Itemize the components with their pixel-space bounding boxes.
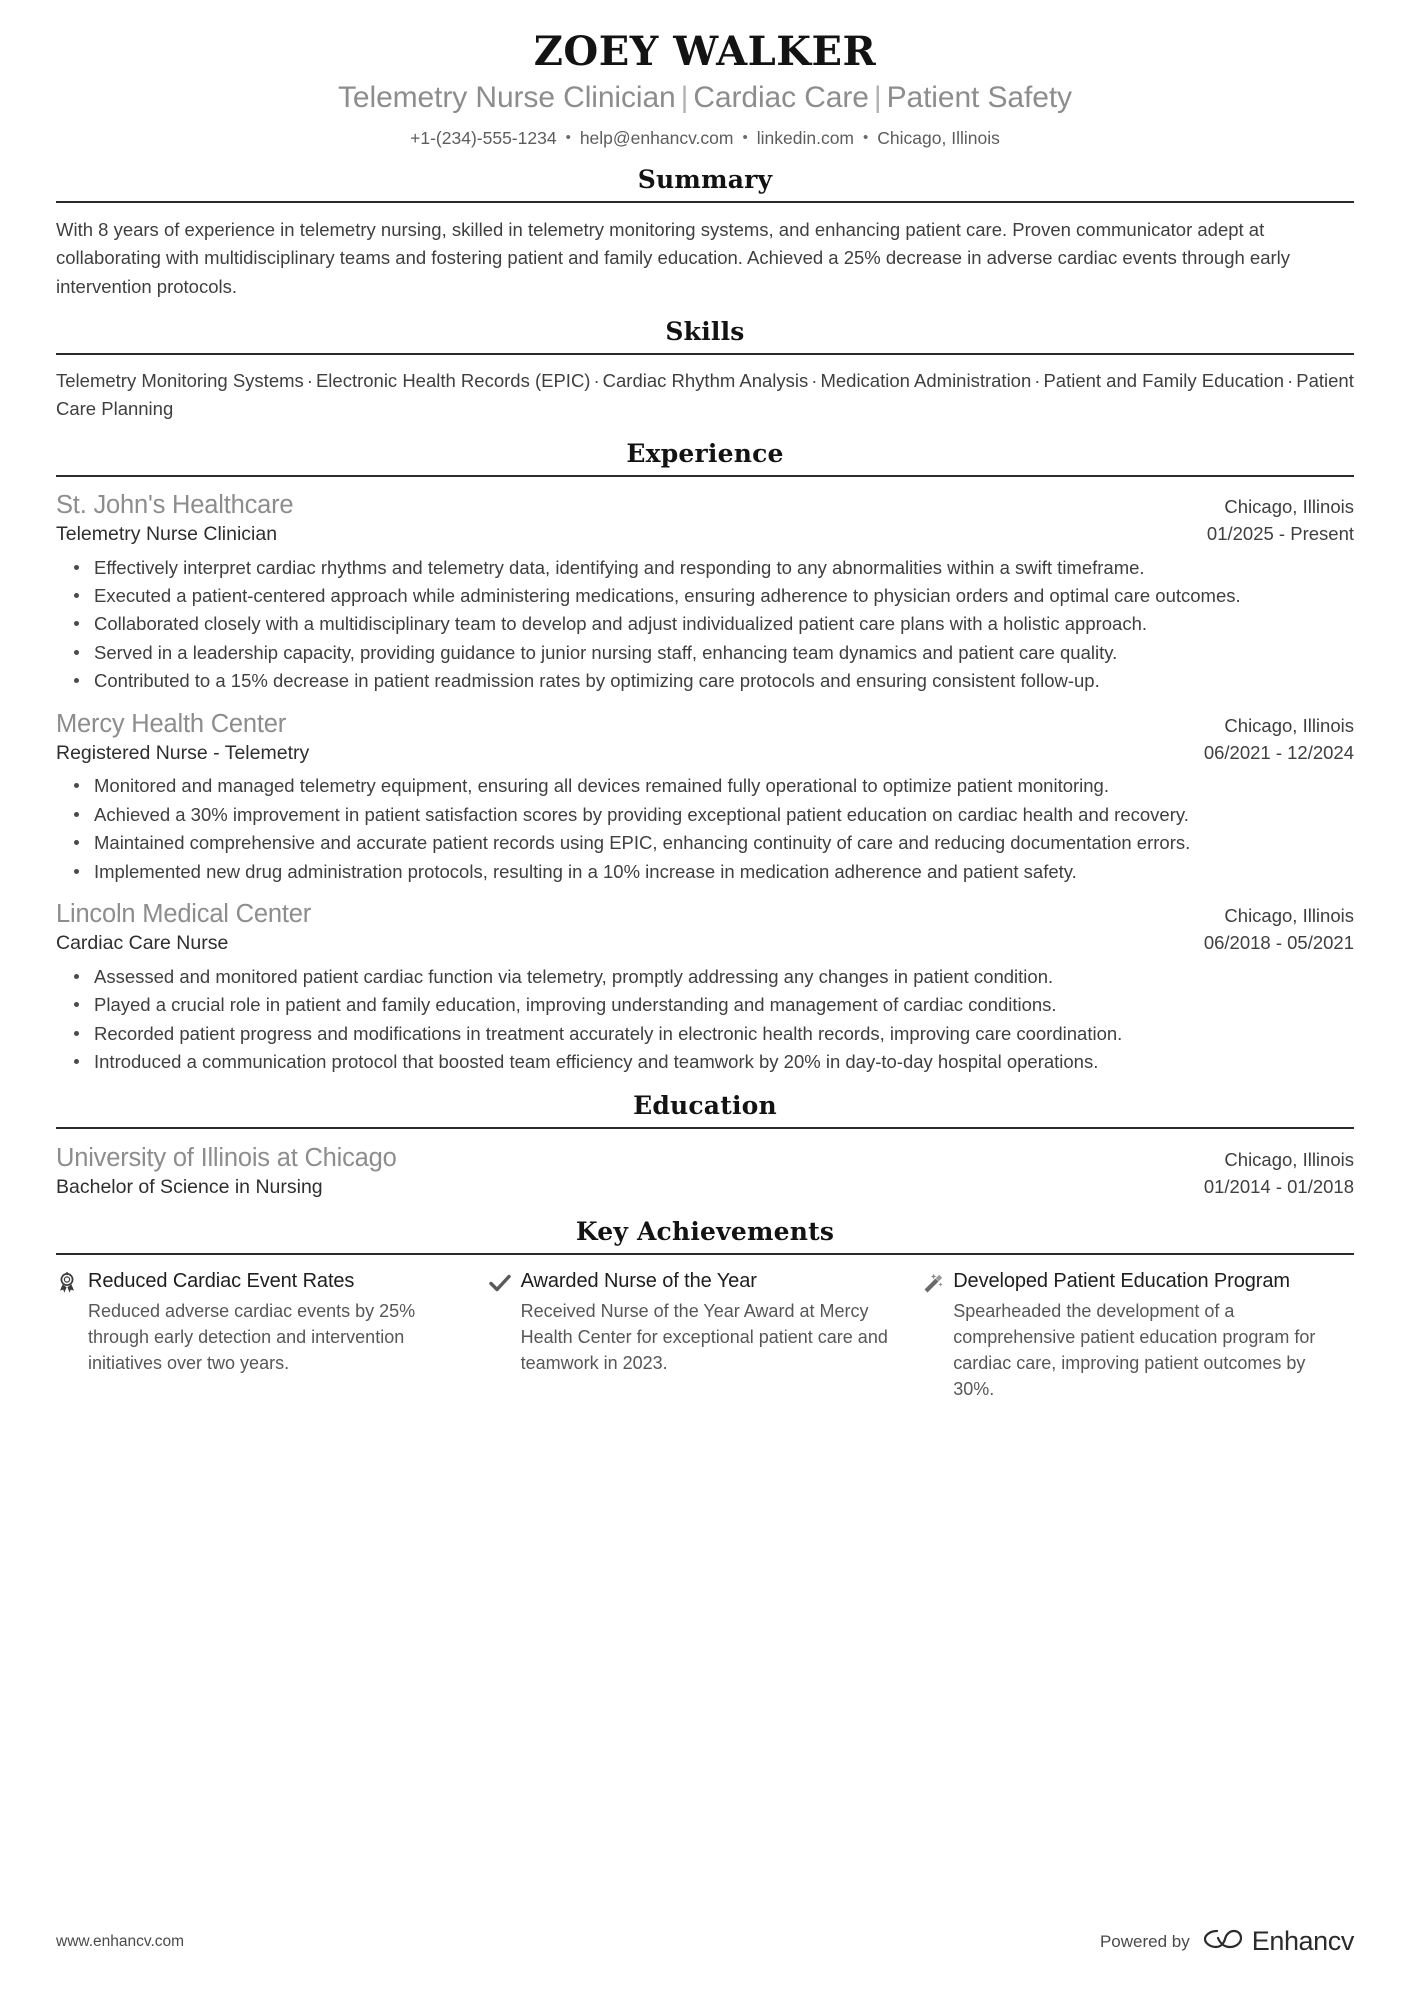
responsibility-item: Implemented new drug administration protocols, resulting in a 10% increase in medication adherence and patient safety. — [82, 858, 1354, 885]
section-heading-skills: Skills — [665, 316, 745, 346]
responsibility-item: Assessed and monitored patient cardiac function via telemetry, promptly addressing any changes in patient condition. — [82, 963, 1354, 990]
section-experience — [56, 439, 1354, 1075]
headline-separator-1: | — [680, 81, 689, 115]
responsibility-item: Contributed to a 15% decrease in patient readmission rates by optimizing care protocols and ensuring consistent follow-up. — [82, 667, 1354, 694]
experience-entry — [56, 477, 1354, 695]
key-achievement-description: Spearheaded the development of a comprehensive patient education program for cardiac care, improving patient outcomes by 30%. — [953, 1301, 1316, 1400]
education-entries — [56, 1129, 1354, 1201]
responsibility-item: Recorded patient progress and modifications in treatment accurately in electronic health records, improving care coordination. — [82, 1020, 1354, 1047]
employment-dates: 06/2018 - 05/2021 — [1203, 932, 1354, 954]
contact-bullet-2: • — [742, 128, 748, 146]
experience-org-row — [56, 898, 1354, 930]
footer-website-url[interactable]: www.enhancv.com — [56, 1932, 185, 1950]
checkmark-icon — [489, 1269, 511, 1295]
section-heading-key-achievements: Key Achievements — [575, 1217, 835, 1247]
skill-separator: · — [306, 369, 313, 391]
experience-entries — [56, 477, 1354, 1075]
skill-separator: · — [1287, 369, 1294, 391]
contact-line — [56, 127, 1354, 150]
section-heading-experience: Experience — [626, 438, 784, 468]
responsibility-item: Effectively interpret cardiac rhythms and telemetry data, identifying and responding to any abnormalities within a swift timeframe. — [82, 554, 1354, 581]
responsibility-item: Served in a leadership capacity, providing guidance to junior nursing staff, enhancing team dynamics and patient care quality. — [82, 639, 1354, 666]
enhancv-logo[interactable] — [1203, 1926, 1354, 1957]
education-degree-row — [56, 1175, 1354, 1201]
page-footer — [56, 1926, 1354, 1957]
key-achievements-grid — [56, 1255, 1354, 1402]
degree-name: Bachelor of Science in Nursing — [56, 1176, 323, 1199]
experience-role-row — [56, 741, 1354, 767]
headline-part-3: Patient Safety — [886, 81, 1072, 115]
section-key-achievements — [56, 1217, 1354, 1402]
experience-entry — [56, 696, 1354, 885]
experience-role-row — [56, 931, 1354, 957]
section-heading-summary: Summary — [637, 165, 773, 195]
skills-list — [56, 355, 1354, 423]
resume-header — [56, 28, 1354, 149]
candidate-headline — [56, 79, 1354, 117]
education-entry — [56, 1129, 1354, 1201]
key-achievement-title: Reduced Cardiac Event Rates — [88, 1270, 355, 1293]
employer-name: Mercy Health Center — [56, 709, 287, 738]
summary-paragraph: With 8 years of experience in telemetry nursing, skilled in telemetry monitoring systems, and enhancing patient care. Proven communicator adept at collaborating with multidisciplinary teams and fostering patient and family education. Achieved a 25% decrease in adverse cardiac events through early intervention protocols. — [56, 219, 1291, 297]
key-achievement-item — [56, 1269, 489, 1402]
key-achievement-item — [489, 1269, 922, 1402]
experience-entry — [56, 886, 1354, 1075]
employer-name: Lincoln Medical Center — [56, 899, 311, 928]
skill-item: Patient Care Planning — [56, 369, 1354, 419]
skill-separator: · — [593, 369, 600, 391]
section-heading-education: Education — [633, 1091, 777, 1121]
experience-org-row — [56, 489, 1354, 521]
section-education — [56, 1091, 1354, 1201]
responsibility-item: Introduced a communication protocol that boosted team efficiency and teamwork by 20% in day-to-day hospital operations. — [82, 1048, 1354, 1075]
experience-org-row — [56, 708, 1354, 740]
responsibility-list — [56, 554, 1354, 695]
employer-name: St. John's Healthcare — [56, 490, 294, 519]
school-name: University of Illinois at Chicago — [56, 1144, 397, 1173]
experience-role-row — [56, 522, 1354, 548]
key-achievement-title: Awarded Nurse of the Year — [520, 1270, 757, 1293]
education-school-row — [56, 1142, 1354, 1174]
contact-bullet-1: • — [565, 128, 571, 146]
contact-email[interactable]: help@enhancv.com — [579, 127, 734, 148]
contact-bullet-3: • — [863, 128, 869, 146]
enhancv-mark-icon — [1203, 1926, 1243, 1957]
responsibility-list — [56, 772, 1354, 885]
key-achievement-title: Developed Patient Education Program — [953, 1270, 1290, 1293]
key-achievement-header — [489, 1269, 892, 1295]
contact-linkedin[interactable]: linkedin.com — [756, 127, 855, 148]
responsibility-item: Executed a patient-centered approach while administering medications, ensuring adherence to physician orders and optimal care outcomes. — [82, 582, 1354, 609]
key-achievement-description: Received Nurse of the Year Award at Mercy Health Center for exceptional patient care and teamwork in 2023. — [520, 1301, 888, 1374]
skill-item: Patient and Family Education — [1043, 369, 1285, 391]
key-achievement-item — [921, 1269, 1354, 1402]
contact-phone: +1-(234)-555-1234 — [410, 127, 557, 148]
enhancv-wordmark: Enhancv — [1251, 1926, 1354, 1956]
skill-item: Cardiac Rhythm Analysis — [602, 369, 809, 391]
employment-dates: 06/2021 - 12/2024 — [1203, 741, 1354, 763]
section-summary — [56, 165, 1354, 300]
job-title: Registered Nurse - Telemetry — [56, 741, 310, 764]
headline-separator-2: | — [873, 81, 882, 115]
powered-by-label: Powered by — [1099, 1931, 1190, 1951]
employer-location: Chicago, Illinois — [1224, 904, 1354, 926]
responsibility-item: Achieved a 30% improvement in patient satisfaction scores by providing exceptional patient education on cardiac health and recovery. — [82, 801, 1354, 828]
responsibility-item: Monitored and managed telemetry equipment, ensuring all devices remained fully operational to optimize patient monitoring. — [82, 772, 1354, 799]
job-title: Telemetry Nurse Clinician — [56, 523, 278, 545]
employer-location: Chicago, Illinois — [1224, 714, 1354, 736]
magic-wand-icon — [921, 1269, 943, 1295]
skill-item: Telemetry Monitoring Systems — [56, 369, 304, 391]
education-dates: 01/2014 - 01/2018 — [1203, 1176, 1354, 1198]
footer-branding — [1100, 1926, 1354, 1957]
key-achievement-description: Reduced adverse cardiac events by 25% through early detection and intervention initiatives over two years. — [88, 1301, 416, 1374]
skill-item: Medication Administration — [820, 369, 1032, 391]
skill-item: Electronic Health Records (EPIC) — [315, 369, 591, 391]
employment-dates: 01/2025 - Present — [1206, 523, 1354, 544]
responsibility-list — [56, 963, 1354, 1076]
headline-part-2: Cardiac Care — [693, 81, 869, 115]
employer-location: Chicago, Illinois — [1224, 495, 1354, 517]
skill-separator: · — [811, 369, 818, 391]
award-medal-icon — [56, 1269, 78, 1295]
headline-part-1: Telemetry Nurse Clinician — [338, 81, 676, 115]
job-title: Cardiac Care Nurse — [56, 932, 229, 955]
responsibility-item: Played a crucial role in patient and family education, improving understanding and management of cardiac conditions. — [82, 991, 1354, 1018]
responsibility-item: Collaborated closely with a multidisciplinary team to develop and adjust individualized patient care plans with a holistic approach. — [82, 610, 1354, 637]
section-skills — [56, 317, 1354, 423]
key-achievement-header — [56, 1269, 459, 1295]
responsibility-item: Maintained comprehensive and accurate patient records using EPIC, enhancing continuity of care and reducing documentation errors. — [82, 829, 1354, 856]
key-achievement-header — [921, 1269, 1324, 1295]
school-location: Chicago, Illinois — [1224, 1149, 1354, 1171]
contact-location: Chicago, Illinois — [877, 127, 1000, 148]
candidate-name: ZOEY WALKER — [533, 28, 877, 75]
skill-separator: · — [1034, 369, 1041, 391]
